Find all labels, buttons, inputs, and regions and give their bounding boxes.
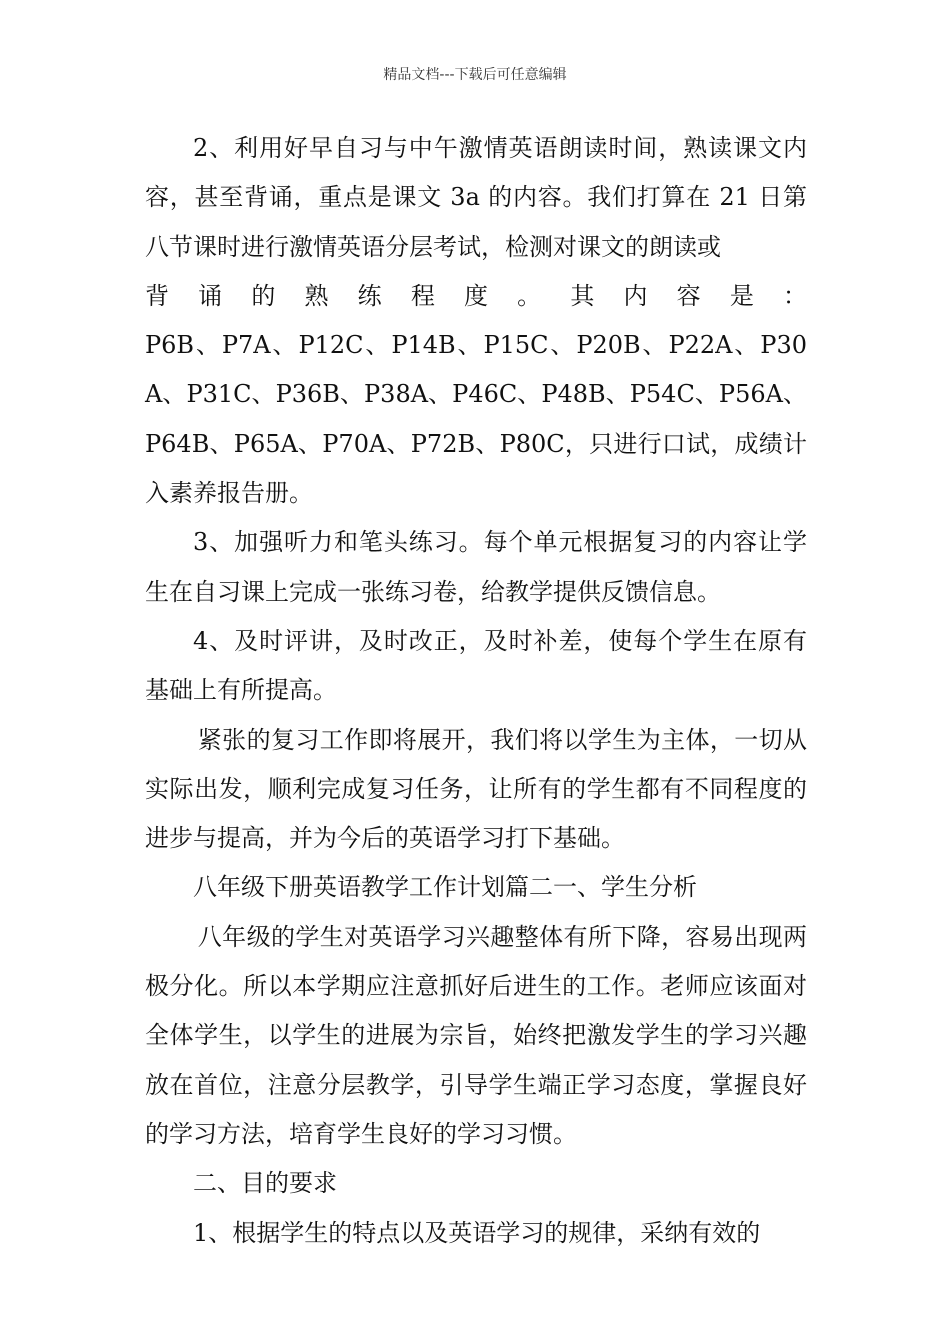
- paragraph-feedback: 4、及时评讲，及时改正，及时补差，使每个学生在原有基础上有所提高。: [145, 626, 807, 705]
- paragraph-goals-1: 1、根据学生的特点以及英语学习的规律，采纳有效的: [193, 1218, 761, 1247]
- section-heading-goals: 二、目的要求: [193, 1169, 337, 1198]
- paragraph-listening-practice: 3、加强听力和笔头练习。每个单元根据复习的内容让学生在自习课上完成一张练习卷，给教学提供反馈信息。: [145, 528, 807, 606]
- paragraph-page-list: P6B、P7A、P12C、P14B、P15C、P20B、P22A、P30A、P31C、P36B、P38A、P46C、P48B、P54C、P56A、P64B、P65A、P70A、P72B、P80C，只进行口试，成绩计入素养报告册。: [145, 331, 807, 508]
- section-heading-student-analysis: 八年级下册英语教学工作计划篇二一、学生分析: [193, 873, 697, 902]
- paragraph-recite-level: 背诵的熟练程度。其内容是：: [145, 281, 807, 310]
- paragraph-student-analysis: 八年级的学生对英语学习兴趣整体有所下降，容易出现两极分化。所以本学期应注意抓好后进生的工作。老师应该面对全体学生，以学生的进展为宗旨，始终把激发学生的学习兴趣放在首位，注意分层教学，引导学生端正学习态度，掌握良好的学习方法，培育学生良好的学习习惯。: [145, 922, 807, 1148]
- document-body: [145, 124, 807, 1258]
- page-header: 精品文档---下载后可任意编辑: [383, 67, 567, 83]
- paragraph-review-reading: 2、利用好早自习与中午激情英语朗读时间，熟读课文内容，甚至背诵，重点是课文 3a 的内容。我们打算在 21 日第八节课时进行激情英语分层考试，检测对课文的朗读或: [145, 134, 807, 261]
- paragraph-review-summary: 紧张的复习工作即将展开，我们将以学生为主体，一切从实际出发，顺利完成复习任务，让所有的学生都有不同程度的进步与提高，并为今后的英语学习打下基础。: [145, 725, 807, 853]
